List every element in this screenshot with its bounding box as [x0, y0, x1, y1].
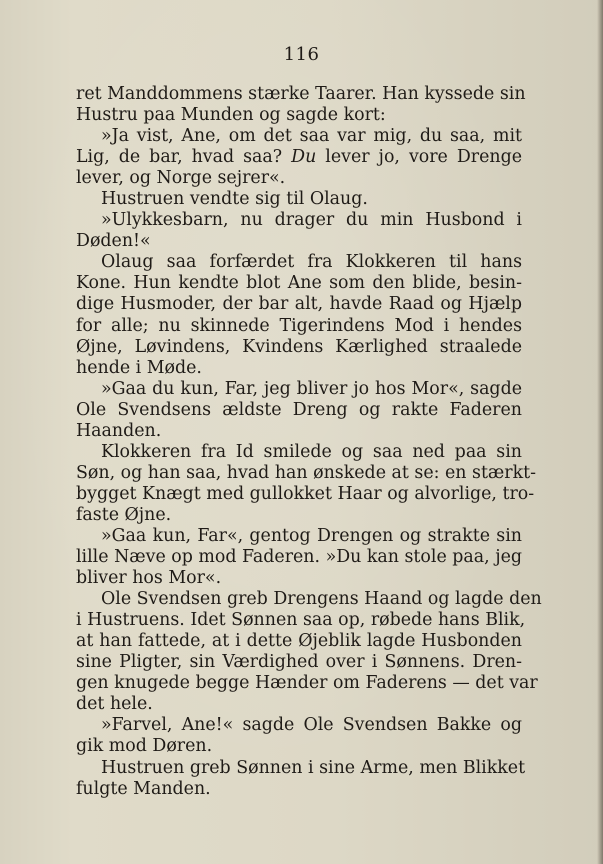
text-line: Øjne, Løvindens, Kvindens Kærlighed straalede: [76, 336, 522, 357]
text-line: Haanden.: [76, 420, 162, 441]
text-line: »Farvel, Ane!« sagde Ole Svendsen Bakke og: [101, 715, 522, 736]
text-line: hende i Møde.: [76, 357, 202, 378]
text-line: lever, og Norge sejrer«.: [76, 168, 286, 189]
text-line: ret Manddommens stærke Taarer. Han kyssede sin: [76, 84, 526, 104]
text-line: det hele.: [76, 694, 153, 715]
text-line: Ole Svendsen greb Drengens Haand og lagde den: [101, 589, 542, 610]
text-line: gen knugede begge Hænder om Faderens — det var: [76, 673, 538, 694]
text-line: Hustruen vendte sig til Olaug.: [101, 189, 368, 210]
text-line: Lig, de bar, hvad saa? Du lever jo, vore Drenge: [76, 147, 523, 168]
text-line: sine Pligter, sin Værdighed over i Sønnens. Dren-: [76, 652, 522, 673]
text-line: Ole Svendsens ældste Dreng og rakte Faderen: [76, 399, 522, 420]
text-line: Olaug saa forfærdet fra Klokkeren til hans: [101, 252, 522, 273]
text-line: »Gaa du kun, Far, jeg bliver jo hos Mor«, sagde: [101, 378, 522, 399]
text-line: gik mod Døren.: [76, 736, 213, 757]
text-line: dige Husmoder, der bar alt, havde Raad og Hjælp: [76, 294, 522, 315]
text-line: Hustru paa Munden og sagde kort:: [76, 105, 386, 126]
text-line: bygget Knægt med gullokket Haar og alvorlige, tro-: [76, 483, 535, 504]
text-line: Klokkeren fra Id smilede og saa ned paa sin: [101, 441, 522, 462]
text-line: fulgte Manden.: [76, 778, 211, 799]
text-line: »Gaa kun, Far«, gentog Drengen og strakte sin: [101, 525, 522, 546]
text-line: faste Øjne.: [76, 504, 172, 525]
page-number: 116: [283, 44, 320, 65]
text-line: at han fattede, at i dette Øjeblik lagde Husbonden: [76, 631, 522, 652]
text-line: i Hustruens. Idet Sønnen saa op, røbede hans Blik,: [76, 610, 526, 631]
text-line: »Ja vist, Ane, om det saa var mig, du saa, mit: [101, 126, 522, 147]
text-line: bliver hos Mor«.: [76, 568, 222, 589]
emphasis-du: Du: [291, 147, 317, 168]
text-line: Døden!«: [76, 231, 151, 252]
text-line: »Ulykkesbarn, nu drager du min Husbond i: [101, 210, 522, 231]
text-line: Kone. Hun kendte blot Ane som den blide, besin-: [76, 273, 522, 294]
text-line: for alle; nu skinnede Tigerindens Mod i hendes: [76, 315, 522, 336]
page-edge-shadow: [597, 0, 603, 864]
body-text: [76, 84, 542, 800]
text-line: Hustruen greb Sønnen i sine Arme, men Blikket: [101, 757, 526, 778]
text-line: lille Næve op mod Faderen. »Du kan stole paa, jeg: [76, 547, 523, 568]
text-line: Søn, og han saa, hvad han ønskede at se: en stærkt-: [76, 462, 536, 483]
